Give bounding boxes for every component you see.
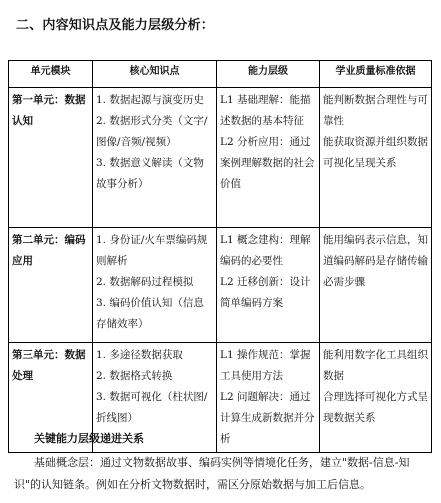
knowledge-ability-table [8,60,432,453]
ability-item: L2 分析应用：通过案例理解数据的社会价值 [220,136,315,190]
knowledge-item: 2. 数据格式转换 [96,370,173,382]
knowledge-cell [93,228,217,343]
section-heading: 二、内容知识点及能力层级分析： [16,18,215,33]
knowledge-item: 2. 数据形式分类（文字/图像/音频/视频） [96,115,208,148]
knowledge-item: 3. 编码价值认知（信息存储效率） [96,297,204,330]
ability-cell [217,88,320,228]
standard-cell [320,343,432,453]
ability-item: L1 概念建构：理解编码的必要性 [220,234,311,267]
header-ability-level: 能力层级 [217,61,320,88]
knowledge-item: 1. 数据起源与演变历史 [96,94,204,106]
unit-cell: 第二单元：编码应用 [9,228,93,343]
standard-cell [320,228,432,343]
knowledge-item: 2. 数据解码过程模拟 [96,276,194,288]
knowledge-cell [93,88,217,228]
knowledge-item: 3. 数据可视化（柱状图/折线图） [96,391,208,424]
ability-item: L2 问题解决：通过计算生成新数据并分析 [220,391,315,445]
table-header-row [9,61,432,88]
subsection-title: 关键能力层级递进关系 [34,432,144,445]
ability-cell [217,343,320,453]
knowledge-item: 1. 多途径数据获取 [96,349,183,361]
knowledge-item: 1. 身份证/火车票编码规则解析 [96,234,208,267]
standard-item: 能用编码表示信息，知道编码解码是存储传输必需步骤 [323,234,428,288]
standard-item: 能判断数据合理性与可靠性 [323,94,428,127]
standard-item: 能利用数字化工具组织数据 [323,349,428,382]
unit-cell: 第一单元：数据认知 [9,88,93,228]
ability-cell [217,228,320,343]
standard-item: 能获取资源并组织数据可视化呈现关系 [323,136,428,169]
body-paragraph: 基础概念层：通过文物数据故事、编码实例等情境化任务，建立"数据-信息-知识"的认知链条。例如在分析文物数据时，需区分原始数据与加工后信息。 [14,456,410,491]
table-row [9,228,432,343]
standard-item: 合理选择可视化方式呈现数据关系 [323,391,428,424]
ability-item: L2 迁移创新：设计简单编码方案 [220,276,311,309]
header-unit-module: 单元模块 [9,61,93,88]
table-row [9,88,432,228]
header-quality-standard: 学业质量标准依据 [320,61,432,88]
header-core-knowledge: 核心知识点 [93,61,217,88]
knowledge-item: 3. 数据意义解读（文物故事分析） [96,157,204,190]
standard-cell [320,88,432,228]
ability-item: L1 操作规范：掌握工具使用方法 [220,349,311,382]
ability-item: L1 基础理解：能描述数据的基本特征 [220,94,311,127]
unit-cell: 第三单元：数据处理 [9,343,93,453]
